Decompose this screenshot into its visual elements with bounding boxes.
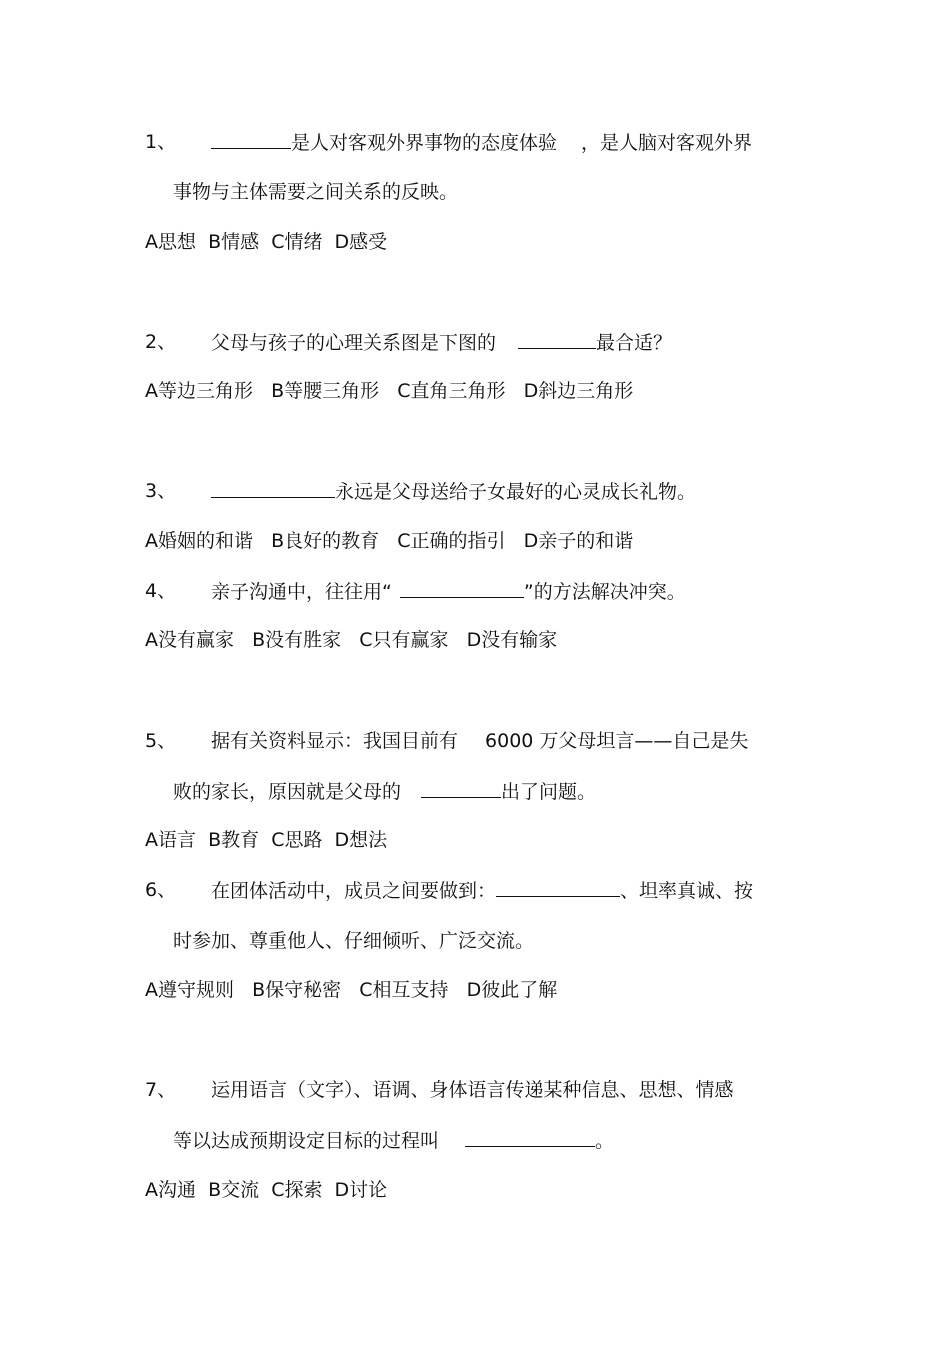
question-number: 1、 (145, 131, 177, 153)
question-text: 最合适？ (596, 332, 673, 354)
question-text: 运用语言（文字）、语调、身体语言传递某种信息、思想、情感 (211, 1079, 734, 1101)
question-text: 6000 万父母坦言——自己是失 (485, 730, 749, 752)
question-text: ”的方法解决冲突。 (523, 581, 686, 603)
question-text: 亲子沟通中，往往用“ (211, 581, 392, 603)
question-text: 。 (595, 1130, 615, 1152)
question-text: 父母与孩子的心理关系图是下图的 (211, 332, 497, 354)
answer-blank (211, 130, 291, 149)
question-text: 、坦率真诚、按 (620, 880, 754, 902)
question-text: 据有关资料显示：我国目前有 (211, 730, 459, 752)
question-number: 3、 (145, 480, 177, 502)
question-number: 7、 (145, 1079, 177, 1101)
answer-blank (465, 1128, 595, 1147)
answer-blank (400, 579, 524, 598)
question-text: 出了问题。 (501, 781, 597, 803)
answer-options: A思想 B情感 C情绪 D感受 (145, 231, 388, 253)
answer-options: A婚姻的和谐 B良好的教育 C正确的指引 D亲子的和谐 (145, 530, 634, 552)
question-text: 等以达成预期设定目标的过程叫 (173, 1130, 440, 1152)
question-text: ，是人脑对客观外界 (581, 132, 753, 154)
answer-blank (496, 878, 620, 897)
question-text: 是人对客观外界事物的态度体验 (291, 132, 558, 154)
answer-options: A没有赢家 B没有胜家 C只有赢家 D没有输家 (145, 629, 558, 651)
answer-options: A等边三角形 B等腰三角形 C直角三角形 D斜边三角形 (145, 380, 634, 402)
answer-options: A沟通 B交流 C探索 D讨论 (145, 1179, 388, 1201)
answer-blank (211, 479, 335, 498)
question-text: 时参加、尊重他人、仔细倾听、广泛交流。 (173, 930, 535, 952)
answer-blank (421, 779, 501, 798)
question-text: 永远是父母送给子女最好的心灵成长礼物。 (335, 481, 697, 503)
question-text: 事物与主体需要之间关系的反映。 (173, 181, 459, 203)
question-text: 败的家长，原因就是父母的 (173, 781, 402, 803)
question-text: 在团体活动中，成员之间要做到： (211, 880, 497, 902)
question-number: 5、 (145, 730, 177, 752)
answer-options: A语言 B教育 C思路 D想法 (145, 829, 388, 851)
question-number: 6、 (145, 879, 177, 901)
answer-blank (518, 330, 596, 349)
question-number: 2、 (145, 331, 177, 353)
question-number: 4、 (145, 580, 177, 602)
answer-options: A遵守规则 B保守秘密 C相互支持 D彼此了解 (145, 979, 558, 1001)
